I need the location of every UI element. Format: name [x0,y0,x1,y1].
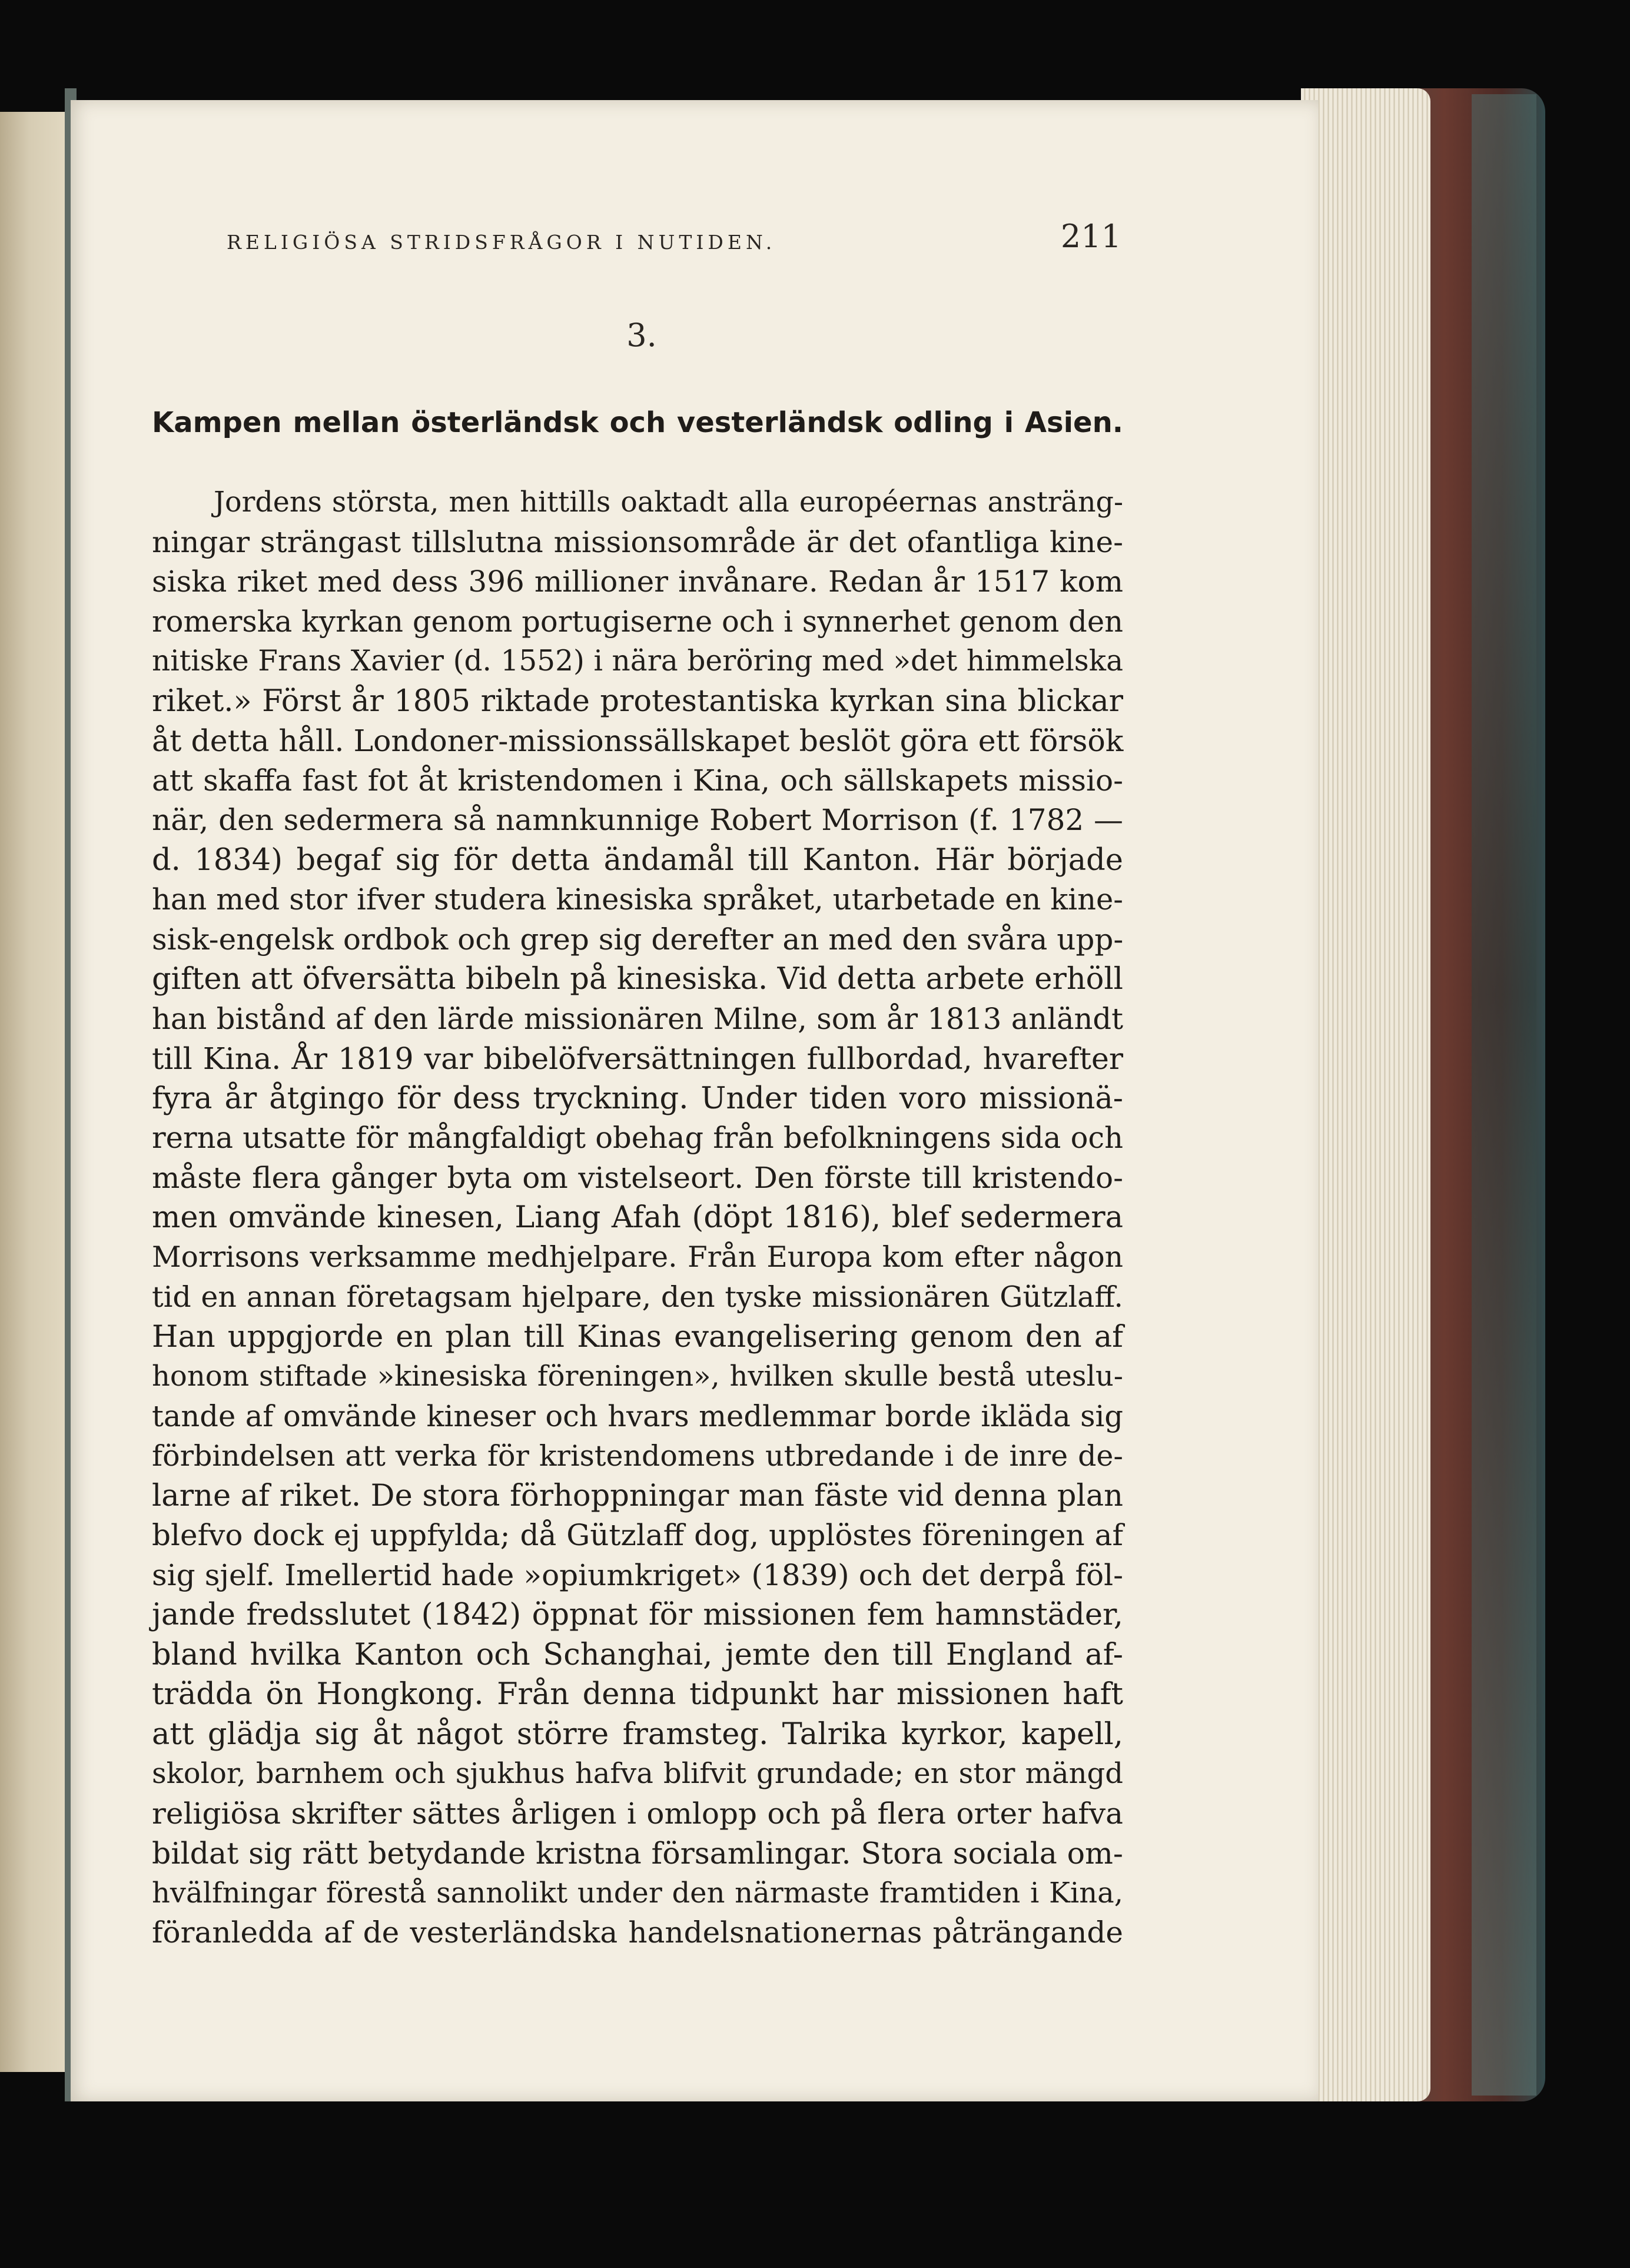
text-line: när, den sedermera så namnkunnige Robert Morrison (f. 1782 — [152,803,1123,837]
cover-cloth-edge [1472,94,1536,2096]
running-head [156,218,1121,271]
text-line: Jordens största, men hittills oaktadt alla européernas ansträng- [214,486,1123,519]
text-line: bland hvilka Kanton och Schanghai, jemte den till England af- [152,1637,1123,1672]
section-title: Kampen mellan österländsk och vesterländsk odling i Asien. [152,406,1123,439]
text-line: att skaffa fast fot åt kristendomen i Kina, och sällskapets missio- [152,763,1123,798]
text-line: åt detta håll. Londoner-missionssällskapet beslöt göra ett försök [152,723,1124,758]
text-line: sisk-engelsk ordbok och grep sig derefter an med den svåra upp- [152,922,1124,957]
text-line: fyra år åtgingo för dess tryckning. Under tiden voro missionä- [152,1081,1123,1116]
running-head-title: RELIGIÖSA STRIDSFRÅGOR I NUTIDEN. [227,231,776,254]
text-line: trädda ön Hongkong. Från denna tidpunkt har missionen haft [152,1677,1123,1712]
text-line: d. 1834) begaf sig för detta ändamål till Kanton. Här började [152,842,1123,878]
text-line: siska riket med dess 396 millioner invånare. Redan år 1517 kom [152,564,1123,599]
page-number: 211 [1060,218,1121,255]
text-line: Morrisons verksamme medhjelpare. Från Europa kom efter någon [152,1240,1123,1274]
text-line: blefvo dock ej uppfylda; då Gützlaff dog, upplöstes föreningen af [152,1518,1123,1552]
left-page-edge [0,112,74,2072]
text-line: honom stiftade »kinesiska föreningen», hvilken skulle bestå uteslu- [152,1360,1123,1393]
text-line: tande af omvände kineser och hvars medlemmar borde ikläda sig [152,1399,1123,1433]
text-line: men omvände kinesen, Liang Afah (döpt 1816), blef sedermera [152,1200,1123,1235]
text-line: sig sjelf. Imellertid hade »opiumkriget» (1839) och det derpå föl- [152,1558,1123,1592]
text-line: förbindelsen att verka för kristendomens utbredande i de inre de- [152,1439,1123,1473]
text-line: han bistånd af den lärde missionären Milne, som år 1813 anländt [152,1001,1123,1036]
text-line: giften att öfversätta bibeln på kinesiska. Vid detta arbete erhöll [152,962,1123,997]
text-line: föranledda af de vesterländska handelsnationernas påträngande [152,1915,1123,1950]
text-line: larne af riket. De stora förhoppningar man fäste vid denna plan [152,1478,1123,1513]
text-line: ningar strängast tillslutna missionsområde är det ofantliga kine- [152,524,1123,559]
page-stack-edge [1301,88,1430,2101]
text-line: han med stor ifver studera kinesiska språket, utarbetade en kine- [152,882,1123,917]
text-line: måste flera gånger byta om vistelseort. Den förste till kristendo- [152,1160,1123,1195]
text-line: bildat sig rätt betydande kristna församlingar. Stora sociala om- [152,1836,1123,1871]
section-number: 3. [626,317,657,354]
text-line: Han uppgjorde en plan till Kinas evangelisering genom den af [152,1319,1123,1354]
text-line: skolor, barnhem och sjukhus hafva blifvit grundade; en stor mängd [152,1757,1123,1790]
text-line: hvälfningar förestå sannolikt under den närmaste framtiden i Kina, [152,1876,1123,1910]
body-text [152,483,1123,1953]
text-line: tid en annan företagsam hjelpare, den tyske missionären Gützlaff. [152,1280,1123,1314]
text-line: att glädja sig åt något större framsteg. Talrika kyrkor, kapell, [152,1716,1123,1752]
text-line: nitiske Frans Xavier (d. 1552) i nära beröring med »det himmelska [152,645,1123,678]
text-line: rerna utsatte för mångfaldigt obehag från befolkningens sida och [152,1121,1123,1155]
text-line: religiösa skrifter sättes årligen i omlopp och på flera orter hafva [152,1796,1123,1831]
text-line: romerska kyrkan genom portugiserne och i synnerhet genom den [152,604,1123,639]
text-line: jande fredsslutet (1842) öppnat för missionen fem hamnstäder, [152,1598,1123,1632]
text-line: riket.» Först år 1805 riktade protestantiska kyrkan sina blickar [152,683,1123,719]
text-line: till Kina. År 1819 var bibelöfversättningen fullbordad, hvarefter [152,1041,1123,1076]
